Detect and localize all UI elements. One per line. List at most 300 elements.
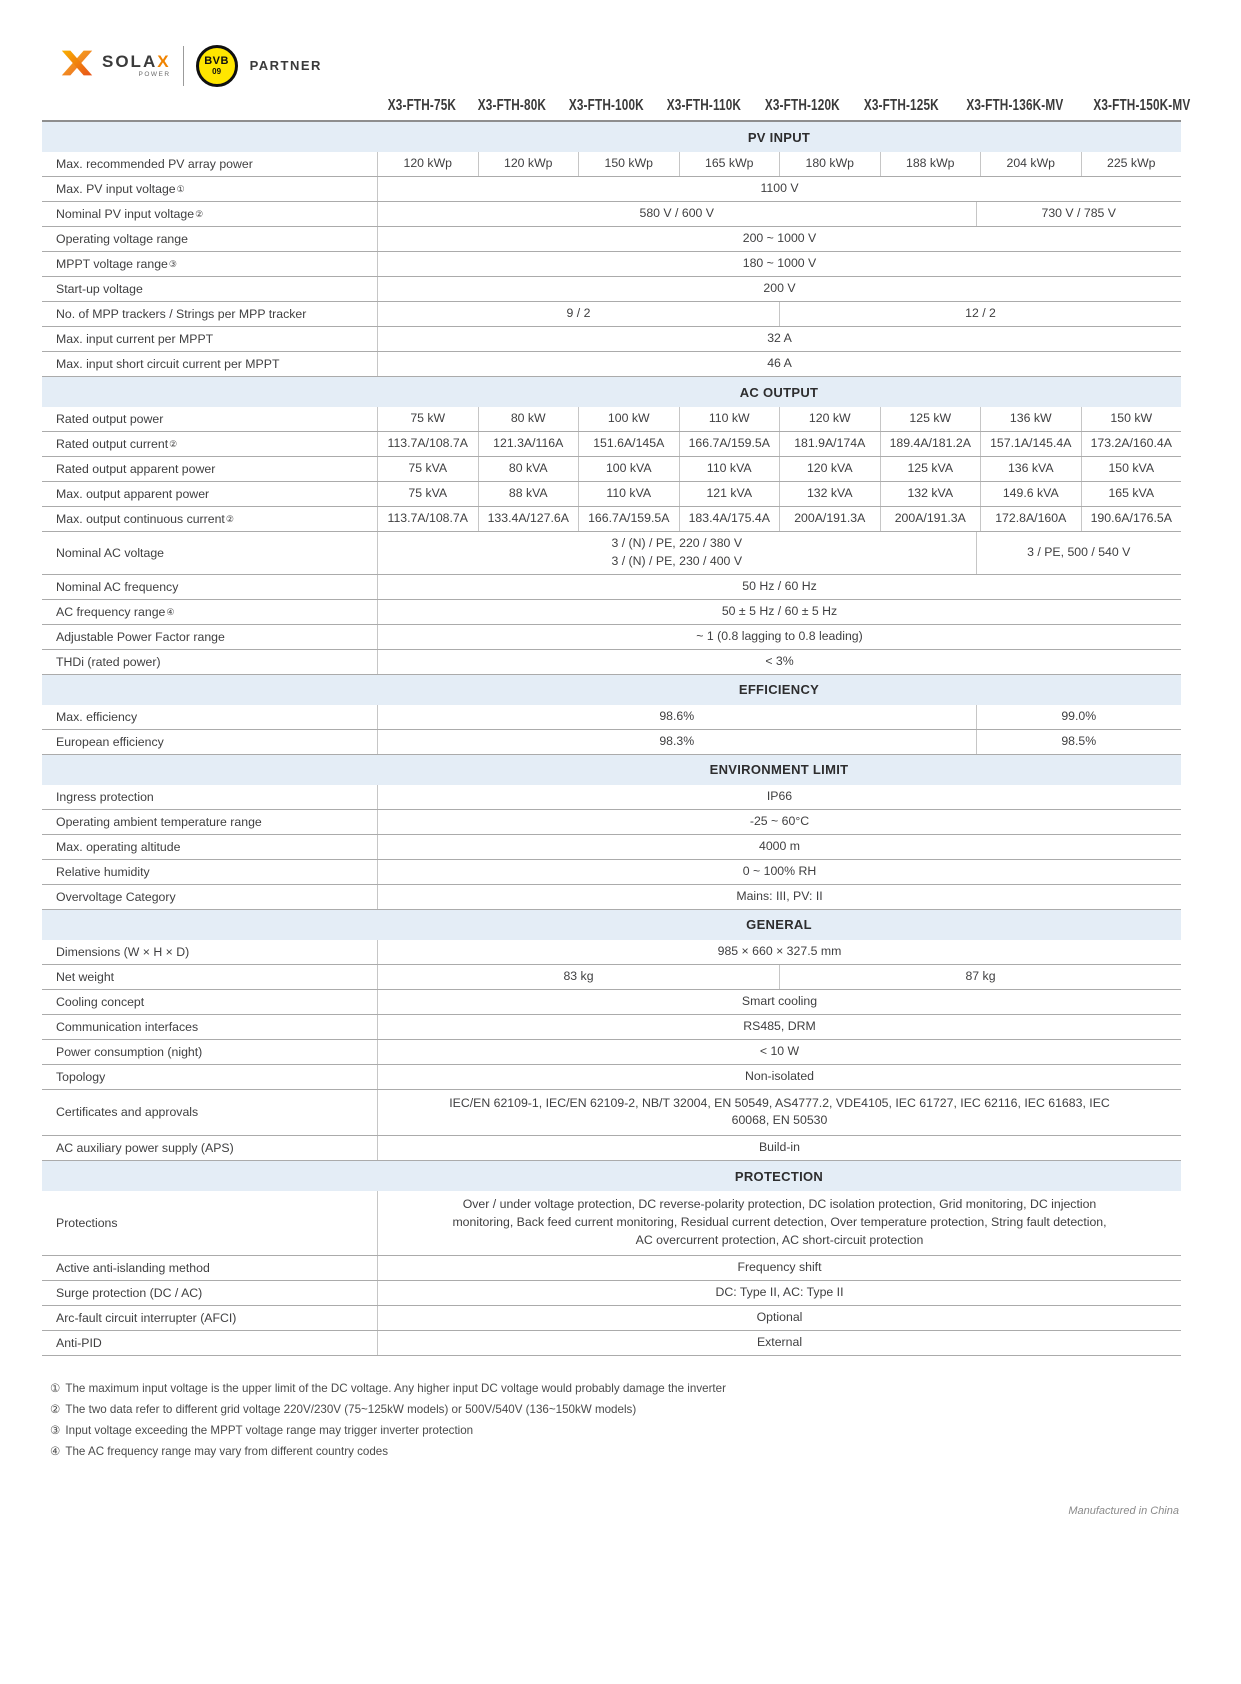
row-label bbox=[42, 785, 377, 809]
value-cell: 166.7A/159.5A bbox=[679, 432, 780, 456]
spec-row-relative-humidity bbox=[42, 860, 1181, 885]
row-values bbox=[377, 810, 1181, 834]
row-values bbox=[377, 705, 1181, 729]
row-values bbox=[377, 507, 1181, 531]
value-cell: 151.6A/145A bbox=[578, 432, 679, 456]
value-cell: Non-isolated bbox=[377, 1065, 1181, 1089]
row-label bbox=[42, 625, 377, 649]
row-label: Nominal PV input voltage ② bbox=[56, 207, 204, 221]
spec-row-surge-protection-dc-ac bbox=[42, 1281, 1181, 1306]
footnote bbox=[50, 1381, 726, 1395]
row-values bbox=[377, 302, 1181, 326]
value-line: 3 / (N) / PE, 220 / 380 V bbox=[611, 536, 743, 550]
spec-row-topology bbox=[42, 1065, 1181, 1090]
row-values bbox=[377, 432, 1181, 456]
row-values bbox=[377, 785, 1181, 809]
value-cell: 83 kg bbox=[377, 965, 779, 989]
solax-x-icon bbox=[58, 44, 96, 87]
row-label bbox=[42, 1306, 377, 1330]
row-label-text: Nominal AC voltage bbox=[56, 545, 164, 560]
spec-row-max-recommended-pv-array-power bbox=[42, 152, 1181, 177]
value-cell: < 10 W bbox=[377, 1040, 1181, 1064]
spec-row-start-up-voltage bbox=[42, 277, 1181, 302]
spec-row-ingress-protection bbox=[42, 785, 1181, 810]
model-header-x3-fth-136k-mv bbox=[951, 97, 1079, 115]
value-cell: Build-in bbox=[377, 1136, 1181, 1160]
section-band-protection bbox=[42, 1161, 1181, 1191]
row-label-text: Ingress protection bbox=[56, 789, 154, 804]
value-cell: 98.5% bbox=[976, 730, 1182, 754]
row-label-text: Surge protection (DC / AC) bbox=[56, 1285, 203, 1300]
value-cell: 190.6A/176.5A bbox=[1081, 507, 1182, 531]
row-label bbox=[42, 1065, 377, 1089]
spec-row-protections bbox=[42, 1191, 1181, 1255]
spec-table bbox=[42, 92, 1191, 1356]
value-cell: 110 kVA bbox=[679, 457, 780, 481]
row-label-text: Max. recommended PV array power bbox=[56, 157, 253, 171]
spec-row-nominal-pv-input-voltage bbox=[42, 202, 1181, 227]
row-values bbox=[377, 625, 1181, 649]
spec-row-max-output-continuous-current bbox=[42, 507, 1181, 532]
footnote bbox=[50, 1423, 726, 1437]
row-values bbox=[377, 1256, 1181, 1280]
section-band-efficiency bbox=[42, 675, 1181, 705]
value-cell: 125 kW bbox=[880, 407, 981, 431]
value-cell: 4000 m bbox=[377, 835, 1181, 859]
spec-row-max-operating-altitude bbox=[42, 835, 1181, 860]
section-band-pv-input bbox=[42, 122, 1181, 152]
section-title: PROTECTION bbox=[734, 1168, 824, 1184]
row-values bbox=[377, 1281, 1181, 1305]
value-cell: 100 kVA bbox=[578, 457, 679, 481]
row-label bbox=[42, 1331, 377, 1355]
value-cell: 183.4A/175.4A bbox=[679, 507, 780, 531]
row-label bbox=[42, 990, 377, 1014]
row-label bbox=[42, 965, 377, 989]
value-cell: 180 ~ 1000 V bbox=[377, 252, 1181, 276]
value-cell: Mains: III, PV: II bbox=[377, 885, 1181, 909]
spec-row-max-pv-input-voltage bbox=[42, 177, 1181, 202]
spec-row-no-of-mpp-trackers-strings-per-mpp-tracker bbox=[42, 302, 1181, 327]
spec-row-ac-frequency-range bbox=[42, 600, 1181, 625]
value-cell: 50 Hz / 60 Hz bbox=[377, 575, 1181, 599]
row-values bbox=[377, 1136, 1181, 1160]
value-cell: 132 kVA bbox=[880, 482, 981, 506]
row-values bbox=[377, 1090, 1181, 1136]
value-cell: 0 ~ 100% RH bbox=[377, 860, 1181, 884]
row-label bbox=[42, 1136, 377, 1160]
spec-row-operating-ambient-temperature-range bbox=[42, 810, 1181, 835]
row-label bbox=[42, 532, 377, 574]
model-name-text: X3-FTH-136K-MV bbox=[965, 97, 1063, 114]
row-values bbox=[377, 1306, 1181, 1330]
manufactured-note: Manufactured in China bbox=[1068, 1505, 1179, 1517]
row-label: Max. output continuous current ② bbox=[56, 512, 234, 526]
model-name-text: X3-FTH-150K-MV bbox=[1093, 97, 1191, 114]
row-values bbox=[377, 227, 1181, 251]
row-label bbox=[42, 1191, 377, 1254]
value-cell bbox=[377, 1191, 1181, 1254]
value-cell: 149.6 kVA bbox=[980, 482, 1081, 506]
section-title: AC OUTPUT bbox=[739, 384, 819, 400]
row-label-text: Net weight bbox=[56, 969, 115, 984]
value-cell: 985 × 660 × 327.5 mm bbox=[377, 940, 1181, 964]
row-label bbox=[42, 810, 377, 834]
model-header-x3-fth-120k bbox=[753, 97, 852, 115]
spec-row-dimensions-w-h-d bbox=[42, 940, 1181, 965]
value-line: Over / under voltage protection, DC reverse-polarity protection, DC isolation protection, Grid monitoring, DC injection bbox=[462, 1197, 1097, 1212]
row-label-text: Dimensions (W × H × D) bbox=[56, 944, 190, 959]
row-label bbox=[42, 575, 377, 599]
model-header-x3-fth-125k bbox=[852, 97, 951, 115]
row-values bbox=[377, 177, 1181, 201]
row-values bbox=[377, 1015, 1181, 1039]
value-cell: 173.2A/160.4A bbox=[1081, 432, 1182, 456]
value-cell: 113.7A/108.7A bbox=[377, 432, 478, 456]
row-values bbox=[377, 860, 1181, 884]
row-label-text: Arc-fault circuit interrupter (AFCI) bbox=[56, 1310, 237, 1325]
value-cell: 80 kVA bbox=[478, 457, 579, 481]
spec-row-thdi-rated-power bbox=[42, 650, 1181, 675]
value-cell: 110 kW bbox=[679, 407, 780, 431]
row-values bbox=[377, 1065, 1181, 1089]
value-cell: 580 V / 600 V bbox=[377, 202, 976, 226]
spec-row-nominal-ac-voltage bbox=[42, 532, 1181, 575]
spec-row-adjustable-power-factor-range bbox=[42, 625, 1181, 650]
section-title: ENVIRONMENT LIMIT bbox=[709, 762, 849, 778]
value-cell: 200 ~ 1000 V bbox=[377, 227, 1181, 251]
spec-row-max-input-current-per-mppt bbox=[42, 327, 1181, 352]
footnote bbox=[50, 1444, 726, 1458]
section-band-ac-output bbox=[42, 377, 1181, 407]
value-cell bbox=[377, 532, 976, 574]
model-name-text: X3-FTH-110K bbox=[667, 97, 742, 114]
spec-row-anti-pid bbox=[42, 1331, 1181, 1356]
value-cell: 189.4A/181.2A bbox=[880, 432, 981, 456]
row-values bbox=[377, 352, 1181, 376]
row-label-text: Max. output apparent power bbox=[56, 487, 210, 501]
value-cell: 87 kg bbox=[779, 965, 1181, 989]
value-cell: 225 kWp bbox=[1081, 152, 1182, 176]
value-cell: 100 kW bbox=[578, 407, 679, 431]
row-label-text: Operating voltage range bbox=[56, 232, 188, 246]
value-cell: 121 kVA bbox=[679, 482, 780, 506]
row-values bbox=[377, 965, 1181, 989]
row-label bbox=[42, 940, 377, 964]
value-cell: External bbox=[377, 1331, 1181, 1355]
value-cell: 75 kVA bbox=[377, 457, 478, 481]
page-header bbox=[58, 44, 322, 87]
value-cell: 80 kW bbox=[478, 407, 579, 431]
value-cell: 166.7A/159.5A bbox=[578, 507, 679, 531]
logo-divider bbox=[183, 46, 184, 86]
value-cell: 204 kWp bbox=[980, 152, 1081, 176]
value-line: 60068, EN 50530 bbox=[731, 1113, 828, 1128]
value-line: IEC/EN 62109-1, IEC/EN 62109-2, NB/T 32004, EN 50549, AS4777.2, VDE4105, IEC 61727, IEC 62116, IEC 61683, IEC bbox=[449, 1095, 1110, 1110]
spec-row-certificates-and-approvals bbox=[42, 1090, 1181, 1137]
value-cell: Optional bbox=[377, 1306, 1181, 1330]
spec-table-body bbox=[42, 122, 1181, 1356]
footnote-mark: ④ bbox=[50, 1445, 61, 1458]
spec-row-overvoltage-category bbox=[42, 885, 1181, 910]
row-values bbox=[377, 730, 1181, 754]
value-cell: 181.9A/174A bbox=[779, 432, 880, 456]
row-label-text: Operating ambient temperature range bbox=[56, 814, 262, 829]
value-cell: 120 kWp bbox=[478, 152, 579, 176]
row-label bbox=[42, 327, 377, 351]
value-cell: IP66 bbox=[377, 785, 1181, 809]
bvb-09-text: 09 bbox=[212, 66, 222, 76]
value-cell: Smart cooling bbox=[377, 990, 1181, 1014]
row-label bbox=[42, 277, 377, 301]
row-label: Rated output current ② bbox=[56, 437, 178, 451]
bvb-logo-icon bbox=[196, 45, 238, 87]
row-label-text: Anti-PID bbox=[56, 1335, 102, 1350]
spec-row-rated-output-current bbox=[42, 432, 1181, 457]
row-label-text: Rated output power bbox=[56, 412, 164, 426]
row-values bbox=[377, 1191, 1181, 1254]
row-label-text: Nominal PV input voltage bbox=[56, 207, 195, 221]
model-name-text: X3-FTH-75K bbox=[387, 97, 457, 114]
section-title: GENERAL bbox=[746, 917, 812, 933]
value-cell: 1100 V bbox=[377, 177, 1181, 201]
footnote-mark: ① bbox=[50, 1382, 61, 1395]
spec-row-cooling-concept bbox=[42, 990, 1181, 1015]
value-cell: 150 kVA bbox=[1081, 457, 1182, 481]
spec-row-max-output-apparent-power bbox=[42, 482, 1181, 507]
spec-row-communication-interfaces bbox=[42, 1015, 1181, 1040]
row-values bbox=[377, 407, 1181, 431]
row-label bbox=[42, 302, 377, 326]
value-cell: 150 kWp bbox=[578, 152, 679, 176]
row-label-text: AC auxiliary power supply (APS) bbox=[56, 1141, 234, 1156]
footnotes bbox=[50, 1381, 726, 1465]
row-label: AC frequency range ④ bbox=[56, 604, 175, 619]
spec-row-rated-output-power bbox=[42, 407, 1181, 432]
row-label bbox=[42, 152, 377, 176]
model-header-x3-fth-80k bbox=[467, 97, 557, 115]
value-cell: 165 kVA bbox=[1081, 482, 1182, 506]
value-cell: 200 V bbox=[377, 277, 1181, 301]
row-values bbox=[377, 202, 1181, 226]
value-cell: DC: Type II, AC: Type II bbox=[377, 1281, 1181, 1305]
row-values bbox=[377, 327, 1181, 351]
row-label bbox=[42, 650, 377, 674]
solax-logo bbox=[58, 44, 171, 87]
spec-row-active-anti-islanding-method bbox=[42, 1256, 1181, 1281]
row-label-text: Max. output continuous current bbox=[56, 512, 225, 526]
value-cell: 99.0% bbox=[976, 705, 1182, 729]
value-cell: 172.8A/160A bbox=[980, 507, 1081, 531]
value-cell: 32 A bbox=[377, 327, 1181, 351]
row-values bbox=[377, 277, 1181, 301]
footnote-mark: ② bbox=[50, 1403, 61, 1416]
row-label bbox=[42, 407, 377, 431]
value-line: monitoring, Back feed current monitoring, Residual current detection, Over temperature protection, String fault detection, bbox=[452, 1215, 1107, 1230]
footnote-text: The AC frequency range may vary from different country codes bbox=[65, 1445, 389, 1458]
model-header-x3-fth-150k-mv bbox=[1078, 97, 1206, 115]
row-label bbox=[42, 1281, 377, 1305]
row-label-text: Protections bbox=[56, 1216, 118, 1231]
row-label-text: Start-up voltage bbox=[56, 282, 143, 296]
value-cell: 88 kVA bbox=[478, 482, 579, 506]
row-label bbox=[42, 860, 377, 884]
row-label-text: Adjustable Power Factor range bbox=[56, 629, 225, 644]
row-label-text: No. of MPP trackers / Strings per MPP tracker bbox=[56, 307, 307, 321]
row-label-text: Certificates and approvals bbox=[56, 1105, 199, 1120]
row-label-text: Rated output current bbox=[56, 437, 169, 451]
value-cell: 730 V / 785 V bbox=[976, 202, 1182, 226]
row-label-text: Power consumption (night) bbox=[56, 1044, 203, 1059]
row-values bbox=[377, 482, 1181, 506]
value-cell: 110 kVA bbox=[578, 482, 679, 506]
value-cell: -25 ~ 60°C bbox=[377, 810, 1181, 834]
row-label-text: Topology bbox=[56, 1069, 106, 1084]
row-label bbox=[42, 1256, 377, 1280]
solax-power-text: POWER bbox=[138, 70, 171, 78]
row-values bbox=[377, 252, 1181, 276]
spec-row-rated-output-apparent-power bbox=[42, 457, 1181, 482]
value-cell: 75 kVA bbox=[377, 482, 478, 506]
value-cell: 98.6% bbox=[377, 705, 976, 729]
row-label bbox=[42, 1090, 377, 1136]
value-cell: 98.3% bbox=[377, 730, 976, 754]
value-cell: 188 kWp bbox=[880, 152, 981, 176]
row-values bbox=[377, 650, 1181, 674]
row-values bbox=[377, 575, 1181, 599]
row-label-text: Communication interfaces bbox=[56, 1019, 199, 1034]
row-values bbox=[377, 152, 1181, 176]
row-label-text: Max. input short circuit current per MPPT bbox=[56, 357, 280, 371]
value-cell: 120 kVA bbox=[779, 457, 880, 481]
row-label-text: Relative humidity bbox=[56, 864, 150, 879]
row-values bbox=[377, 885, 1181, 909]
model-header-x3-fth-100k bbox=[557, 97, 656, 115]
row-values bbox=[377, 532, 1181, 574]
value-cell: 121.3A/116A bbox=[478, 432, 579, 456]
row-label bbox=[42, 1040, 377, 1064]
row-label bbox=[42, 482, 377, 506]
section-band-general bbox=[42, 910, 1181, 940]
value-cell: 157.1A/145.4A bbox=[980, 432, 1081, 456]
spec-row-power-consumption-night bbox=[42, 1040, 1181, 1065]
row-label-text: Max. operating altitude bbox=[56, 839, 181, 854]
row-label-text: Max. PV input voltage bbox=[56, 182, 176, 196]
spec-row-max-efficiency bbox=[42, 705, 1181, 730]
section-title: PV INPUT bbox=[747, 129, 811, 145]
spec-row-ac-auxiliary-power-supply-aps bbox=[42, 1136, 1181, 1161]
row-label-text: Rated output apparent power bbox=[56, 462, 216, 476]
value-cell: 150 kW bbox=[1081, 407, 1182, 431]
value-cell: ~ 1 (0.8 lagging to 0.8 leading) bbox=[377, 625, 1181, 649]
row-label-text: Max. efficiency bbox=[56, 709, 138, 724]
row-label: MPPT voltage range ③ bbox=[56, 257, 177, 271]
spec-row-european-efficiency bbox=[42, 730, 1181, 755]
value-cell bbox=[377, 1090, 1181, 1136]
spec-row-max-input-short-circuit-current-per-mppt bbox=[42, 352, 1181, 377]
value-cell: Frequency shift bbox=[377, 1256, 1181, 1280]
row-label bbox=[42, 835, 377, 859]
bvb-text: BVB bbox=[204, 54, 229, 67]
row-label-text: THDi (rated power) bbox=[56, 654, 161, 669]
model-name-text: X3-FTH-80K bbox=[477, 97, 546, 114]
row-label-text: AC frequency range bbox=[56, 604, 166, 619]
row-label bbox=[42, 885, 377, 909]
footnote bbox=[50, 1402, 726, 1416]
row-label-text: Nominal AC frequency bbox=[56, 579, 179, 594]
row-label bbox=[42, 227, 377, 251]
row-label bbox=[42, 1015, 377, 1039]
value-line: AC overcurrent protection, AC short-circuit protection bbox=[635, 1232, 924, 1247]
value-cell: 113.7A/108.7A bbox=[377, 507, 478, 531]
value-cell: < 3% bbox=[377, 650, 1181, 674]
value-cell: 165 kWp bbox=[679, 152, 780, 176]
solax-wordmark bbox=[102, 53, 171, 79]
section-band-environment-limit bbox=[42, 755, 1181, 785]
model-header-cells bbox=[377, 97, 1206, 115]
value-cell: 200A/191.3A bbox=[880, 507, 981, 531]
model-header-x3-fth-110k bbox=[655, 97, 753, 115]
spec-row-mppt-voltage-range bbox=[42, 252, 1181, 277]
value-cell: 50 ± 5 Hz / 60 ± 5 Hz bbox=[377, 600, 1181, 624]
model-name-text: X3-FTH-120K bbox=[765, 97, 841, 114]
value-line: 3 / (N) / PE, 230 / 400 V bbox=[611, 553, 743, 568]
value-cell: 200A/191.3A bbox=[779, 507, 880, 531]
model-name-text: X3-FTH-125K bbox=[863, 97, 939, 114]
row-values bbox=[377, 835, 1181, 859]
value-cell: 133.4A/127.6A bbox=[478, 507, 579, 531]
value-cell: 46 A bbox=[377, 352, 1181, 376]
spec-row-operating-voltage-range bbox=[42, 227, 1181, 252]
model-name-text: X3-FTH-100K bbox=[568, 97, 644, 114]
value-cell: 75 kW bbox=[377, 407, 478, 431]
row-label: Max. PV input voltage ① bbox=[56, 182, 185, 196]
row-label bbox=[42, 730, 377, 754]
value-cell: 9 / 2 bbox=[377, 302, 779, 326]
value-cell: 136 kVA bbox=[980, 457, 1081, 481]
value-cell: 125 kVA bbox=[880, 457, 981, 481]
row-label bbox=[42, 457, 377, 481]
value-cell: RS485, DRM bbox=[377, 1015, 1181, 1039]
model-header-row bbox=[42, 92, 1191, 122]
row-label-text: Max. input current per MPPT bbox=[56, 332, 214, 346]
row-label-text: MPPT voltage range bbox=[56, 257, 168, 271]
spec-row-nominal-ac-frequency bbox=[42, 575, 1181, 600]
solax-brand-text: SOLAX bbox=[102, 51, 171, 71]
value-cell: 120 kWp bbox=[377, 152, 478, 176]
spec-row-net-weight bbox=[42, 965, 1181, 990]
row-values bbox=[377, 940, 1181, 964]
footnote-text: The maximum input voltage is the upper limit of the DC voltage. Any higher input DC voltage would probably damage the inverter bbox=[65, 1382, 726, 1395]
row-values bbox=[377, 990, 1181, 1014]
spec-row-arc-fault-circuit-interrupter-afci bbox=[42, 1306, 1181, 1331]
value-cell: 136 kW bbox=[980, 407, 1081, 431]
row-label-text: Cooling concept bbox=[56, 994, 145, 1009]
row-label bbox=[42, 352, 377, 376]
value-cell: 3 / PE, 500 / 540 V bbox=[976, 532, 1182, 574]
model-header-x3-fth-75k bbox=[377, 97, 467, 115]
row-label-text: Overvoltage Category bbox=[56, 889, 176, 904]
row-values bbox=[377, 600, 1181, 624]
footnote-text: The two data refer to different grid voltage 220V/230V (75~125kW models) or 500V/540V (136~150kW models) bbox=[65, 1403, 637, 1416]
row-label bbox=[42, 705, 377, 729]
value-cell: 12 / 2 bbox=[779, 302, 1181, 326]
value-cell: 132 kVA bbox=[779, 482, 880, 506]
row-label-text: European efficiency bbox=[56, 734, 164, 749]
row-label-text: Active anti-islanding method bbox=[56, 1260, 210, 1275]
footnote-text: Input voltage exceeding the MPPT voltage range may trigger inverter protection bbox=[65, 1424, 474, 1437]
row-values bbox=[377, 1040, 1181, 1064]
